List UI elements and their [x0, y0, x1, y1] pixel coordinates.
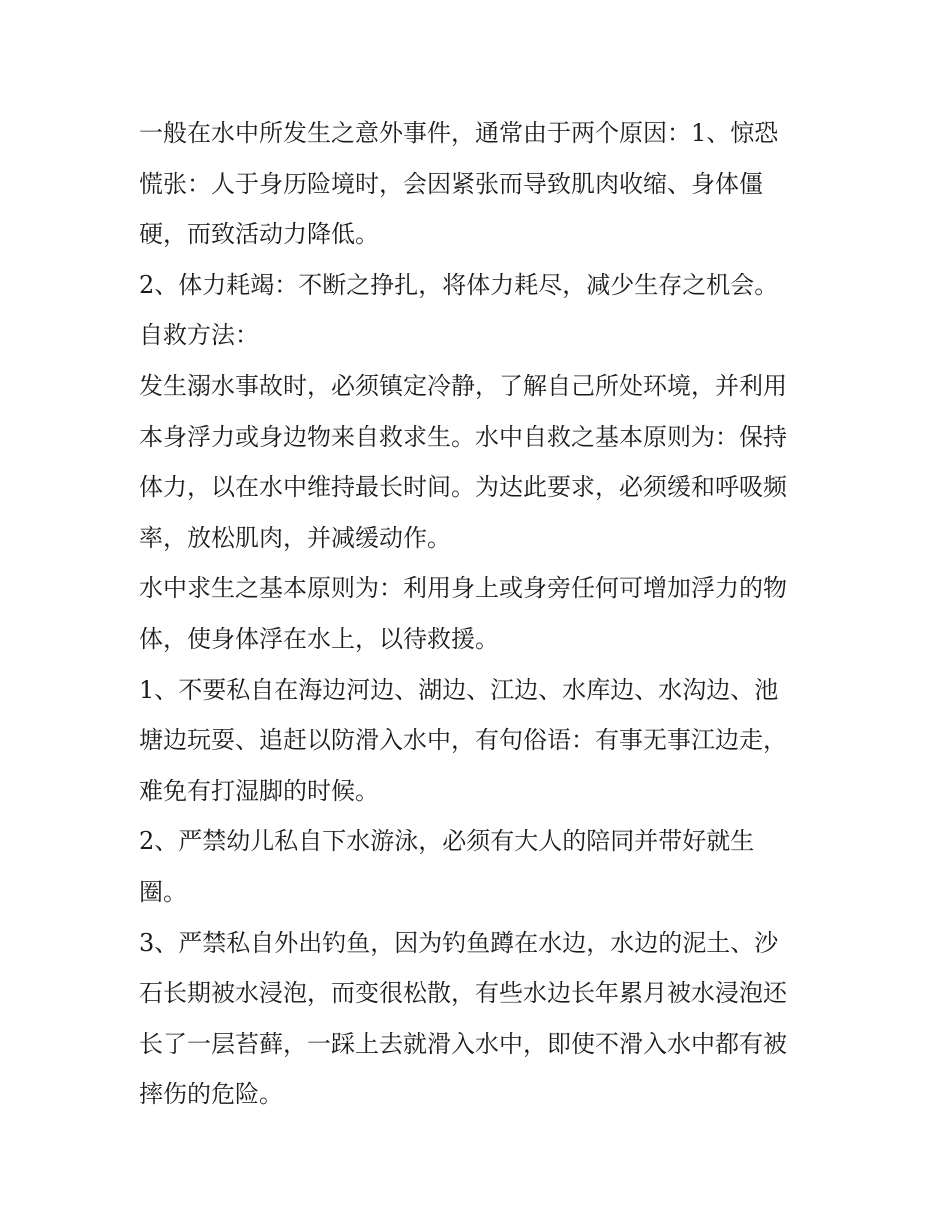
text-line: 1、不要私自在海边河边、湖边、江边、水库边、水沟边、池: [139, 675, 779, 704]
text-line: 长了一层苔藓，一踩上去就滑入水中，即使不滑入水中都有被: [139, 1029, 787, 1058]
text-line: 发生溺水事故时，必须镇定冷静，了解自己所处环境，并利用: [139, 371, 787, 400]
text-line: 水中求生之基本原则为：利用身上或身旁任何可增加浮力的物: [139, 574, 787, 603]
text-line: 本身浮力或身边物来自救求生。水中自救之基本原则为：保持: [139, 422, 787, 451]
text-line: 率，放松肌肉，并减缓动作。: [139, 523, 451, 552]
text-line: 摔伤的危险。: [139, 1080, 283, 1109]
text-line: 2、严禁幼儿私自下水游泳，必须有大人的陪同并带好就生: [139, 827, 755, 856]
text-line: 石长期被水浸泡，而变很松散，有些水边长年累月被水浸泡还: [139, 979, 787, 1008]
text-line: 体，使身体浮在水上，以待救援。: [139, 624, 499, 653]
text-line: 硬，而致活动力降低。: [139, 220, 379, 249]
text-line: 3、严禁私自外出钓鱼，因为钓鱼蹲在水边，水边的泥土、沙: [139, 928, 779, 957]
text-line: 塘边玩耍、追赶以防滑入水中，有句俗语：有事无事江边走，: [139, 726, 787, 755]
text-line: 难免有打湿脚的时候。: [139, 776, 379, 805]
text-line: 一般在水中所发生之意外事件，通常由于两个原因：1、惊恐: [139, 119, 779, 147]
section-heading: 自救方法：: [139, 321, 259, 350]
text-line: 2、体力耗竭：不断之挣扎，将体力耗尽，减少生存之机会。: [139, 270, 779, 299]
text-line: 圈。: [139, 877, 187, 906]
document-body: [139, 108, 819, 1120]
text-line: 体力，以在水中维持最长时间。为达此要求，必须缓和呼吸频: [139, 473, 787, 502]
text-line: 慌张：人于身历险境时，会因紧张而导致肌肉收缩、身体僵: [139, 169, 763, 198]
